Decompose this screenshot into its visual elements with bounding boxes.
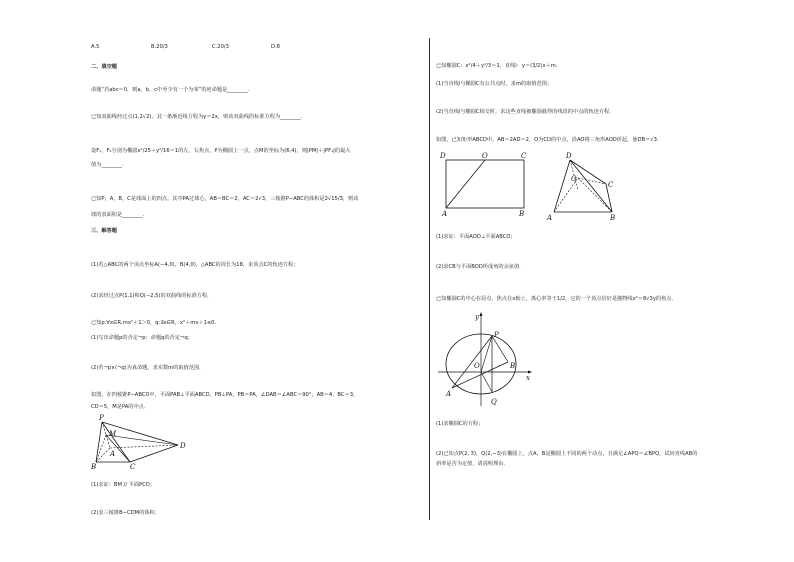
ell-label-y: y xyxy=(475,313,479,321)
section-fill-in: 二、填空题 xyxy=(91,64,117,70)
solve-p3-part2: (2)求三棱锥B−CDM的体积． xyxy=(91,510,160,516)
fill-q2: 已知双曲线经过点(1,2√2)，其一条渐近线方程为y＝2x，则该双曲线的标准方程为________. xyxy=(91,114,303,120)
option-a: A.5 xyxy=(91,44,100,50)
ell-label-o: O xyxy=(474,362,480,370)
option-b: B.20/3 xyxy=(151,44,168,50)
fill-q3-line1: 设F₁，F₂分别为椭圆x²/25＋y²/16＝1的左，右焦点，P为椭圆上一点，点M的坐标为(6,4)，则|PM|＋|PF₁|的最大 xyxy=(91,148,351,154)
solve-p3-line2: CD＝5，M是PA的中点． xyxy=(91,404,150,410)
section-solutions: 三、解答题 xyxy=(91,228,117,234)
solve-p2-b: (2)若¬p∨(¬q)为真命题，求实数m的取值范围． xyxy=(91,365,205,371)
ell-label-x: x xyxy=(526,374,530,382)
tetrahedron-figure xyxy=(544,150,619,222)
pyr-label-a: A xyxy=(110,450,116,458)
option-d: D.8 xyxy=(271,44,280,50)
pyr-label-d: D xyxy=(180,442,186,450)
fill-q1: 命题“若abc＝0，则a，b，c中至少有一个为零”的逆命题是________. xyxy=(91,87,250,93)
ell-label-p: P xyxy=(494,331,499,339)
solve-p5: 如图，已知矩形ABCD中，AB＝2AD＝2，O为CD的中点，沿AO将三角形AOD折起，使DB＝√3. xyxy=(436,137,659,143)
solve-p3-part1: (1)求证：BM // 平面PCD； xyxy=(91,482,156,488)
solve-p2-a: (1)写出命题p的否定¬p；命题q的否定¬q； xyxy=(91,335,193,341)
tet-label-b: B xyxy=(610,214,616,222)
pyramid-figure xyxy=(90,414,190,472)
pyr-label-p: P xyxy=(99,414,104,422)
solve-p2: 已知p:∀x∈R,mx²＋1＞0，q:∃x∈R，x²＋mx＋1≤0. xyxy=(91,320,217,326)
ell-label-q: Q xyxy=(491,398,497,406)
solve-p3-line1: 如图，在四棱锥P−ABCD中，平面PAB⊥平面ABCD，PB⊥PA，PB＝PA，∠DAB＝∠ABC＝90°，AB＝4，BC＝3， xyxy=(91,392,359,398)
rect-label-o: O xyxy=(482,152,488,160)
tet-label-c: C xyxy=(608,181,614,189)
solve-p4: 已知椭圆C：x²/4＋y²/3＝1，直线l：y＝(3/2)x＋m. xyxy=(436,63,558,69)
solve-p6-b-line1: (2)已知点P(2, 3)，Q(2,−3)在椭圆上，点A，B是椭圆上不同的两个动点，且满足∠APQ＝∠BPQ，试问直线AB的 xyxy=(436,451,698,457)
column-divider xyxy=(429,38,430,520)
fill-q4-line2: 球的表面积是________. xyxy=(91,212,145,218)
solve-p1-b: (2)求经过点P(1,1)和Q(−2,5)的双曲线的标准方程． xyxy=(91,293,213,299)
solve-p1-a: (1)若△ABC的两个顶点坐标A(−4,0)，B(4,0)，△ABC的周长为18，求顶点C的轨迹方程； xyxy=(91,262,299,268)
solve-p6: 已知椭圆C的中心在原点，焦点在x轴上，离心率等于1/2，它的一个顶点恰好是抛物线x²＝8√3y的焦点． xyxy=(436,296,677,302)
rect-label-d: D xyxy=(440,152,446,160)
solve-p5-a: (1)求证：平面AOD⊥平面ABCO； xyxy=(436,234,516,240)
fill-q3-line2: 值为________. xyxy=(91,162,124,168)
solve-p6-b-line2: 斜率是否为定值，请说明理由． xyxy=(436,461,509,467)
ellipse-figure xyxy=(436,310,546,410)
solve-p4-a: (1)当直线l与椭圆C有公共点时，求m的取值范围； xyxy=(436,81,553,87)
fill-q4-line1: 已知P，A，B，C是球面上的四点，其中PA过球心，AB＝BC＝2，AC＝2√3，三棱锥P−ABC的体积是2√15/3，则该 xyxy=(91,196,359,202)
option-c: C.20/3 xyxy=(212,44,229,50)
tet-label-o: O xyxy=(571,175,577,183)
solve-p4-b: (2)当直线l与椭圆C相交时，求这些直线被椭圆截得的线段的中点的轨迹方程． xyxy=(436,109,615,115)
ell-label-a: A xyxy=(446,390,452,398)
pyr-label-b: B xyxy=(91,463,97,471)
ell-label-b: B xyxy=(510,362,516,370)
rect-label-b: B xyxy=(519,210,525,218)
rect-label-c: C xyxy=(521,152,527,160)
tet-label-d: D xyxy=(566,152,572,160)
solve-p6-a: (1)求椭圆C的方程； xyxy=(436,421,484,427)
pyr-label-m: M xyxy=(109,430,117,438)
tet-label-a: A xyxy=(547,214,553,222)
pyr-label-c: C xyxy=(130,463,136,471)
rect-label-a: A xyxy=(442,210,448,218)
rectangle-figure xyxy=(436,150,536,220)
solve-p5-b: (2)求CB与平面BOD所成角的余弦值． xyxy=(436,264,525,270)
